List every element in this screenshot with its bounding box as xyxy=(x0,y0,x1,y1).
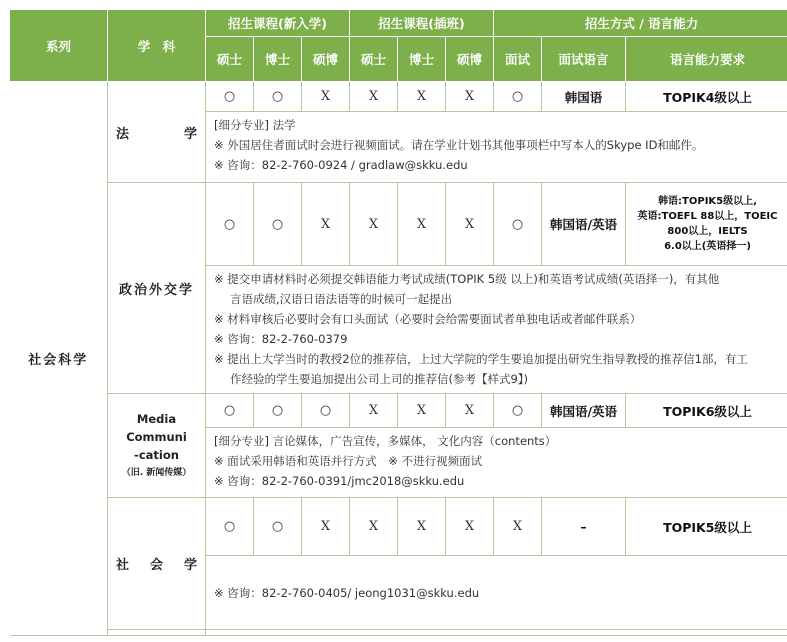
interview-lang-cell: 韩国语/英语 xyxy=(542,183,626,266)
mark-cell: X xyxy=(446,394,494,428)
mark-cell: ○ xyxy=(494,183,542,266)
header-master: 硕士 xyxy=(206,37,254,82)
mark-cell: X xyxy=(446,82,494,112)
notes-cell: ※ 咨询：82-2-760-0405/ jeong1031@skku.edu xyxy=(206,556,787,630)
mark-cell: ○ xyxy=(494,394,542,428)
table-row xyxy=(10,82,787,112)
table-row-continuation xyxy=(10,630,787,636)
notes-cell: [细分专业] 言论媒体，广告宣传，多媒体， 文化内容（contents） ※ 面试采用韩语和英语并行方式 ※ 不进行视频面试 ※ 咨询：82-2-760-0391/jmc2018@skku.edu xyxy=(206,428,787,498)
mark-cell: ○ xyxy=(254,82,302,112)
header-interview-lang: 面试语言 xyxy=(542,37,626,82)
mark-cell: ○ xyxy=(206,183,254,266)
mark-cell: ○ xyxy=(494,82,542,112)
lang-req-cell: TOPIK4级以上 xyxy=(626,82,787,112)
mark-cell: ○ xyxy=(206,394,254,428)
header-group-new: 招生课程(新入学) xyxy=(206,10,350,37)
lang-req-cell: 韩语:TOPIK5级以上, 英语:TOEFL 88以上，TOEIC 800以上，IELTS 6.0以上(英语择一) xyxy=(626,183,787,266)
major-law: 法 学 xyxy=(108,82,206,183)
header-dept: 系列 xyxy=(10,10,108,82)
mark-cell: X xyxy=(398,183,446,266)
interview-lang-cell: 韩国语/英语 xyxy=(542,394,626,428)
lang-req-cell: TOPIK5级以上 xyxy=(626,498,787,556)
major-media: Media Communi -cation （旧. 新闻传媒） xyxy=(108,394,206,498)
mark-cell: ○ xyxy=(206,82,254,112)
mark-cell: X xyxy=(398,394,446,428)
header-group-transfer: 招生课程(插班) xyxy=(350,10,494,37)
mark-cell: X xyxy=(446,183,494,266)
notes-cell: ※ 提交申请材料时必须提交韩语能力考试成绩(TOPIK 5级 以上)和英语考试成绩(英语择一)，有其他 言语成绩,汉语日语法语等的时候可一起提出 ※ 材料审核后必要时会有口头面试（必要时会给需要面试者单独电话或者邮件联系） ※ 咨询：82-2-760-0379 ※ 提出上大学当时的教授2位的推荐信，上过大学院的学生要追加提出研究生指导教授的推荐信1部，有工 作经验的学生要追加提出公司上司的推荐信(参考【样式9】) xyxy=(206,266,787,394)
mark-cell: X xyxy=(350,498,398,556)
mark-cell: X xyxy=(350,82,398,112)
table-row xyxy=(10,183,787,266)
mark-cell: ○ xyxy=(254,394,302,428)
mark-cell: X xyxy=(446,498,494,556)
header-row-1 xyxy=(10,10,787,37)
header-doctor-transfer: 博士 xyxy=(398,37,446,82)
header-group-method: 招生方式 / 语言能力 xyxy=(494,10,787,37)
header-combined-transfer: 硕博 xyxy=(446,37,494,82)
header-lang-req: 语言能力要求 xyxy=(626,37,787,82)
interview-lang-cell: – xyxy=(542,498,626,556)
major-politics: 政治外交学 xyxy=(108,183,206,394)
lang-req-cell: TOPIK6级以上 xyxy=(626,394,787,428)
mark-cell: X xyxy=(302,498,350,556)
mark-cell: ○ xyxy=(302,394,350,428)
header-doctor: 博士 xyxy=(254,37,302,82)
admission-table xyxy=(9,9,787,636)
department-cell: 社会科学 xyxy=(10,82,108,636)
header-master-transfer: 硕士 xyxy=(350,37,398,82)
mark-cell: ○ xyxy=(206,498,254,556)
mark-cell: X xyxy=(350,183,398,266)
mark-cell: X xyxy=(398,498,446,556)
table-row xyxy=(10,498,787,556)
mark-cell: X xyxy=(302,82,350,112)
header-interview: 面试 xyxy=(494,37,542,82)
mark-cell: X xyxy=(398,82,446,112)
mark-cell: X xyxy=(302,183,350,266)
major-sociology: 社 会 学 xyxy=(108,498,206,630)
mark-cell: ○ xyxy=(254,183,302,266)
header-subject: 学 科 xyxy=(108,10,206,82)
mark-cell: ○ xyxy=(254,498,302,556)
table-row xyxy=(10,394,787,428)
interview-lang-cell: 韩国语 xyxy=(542,82,626,112)
mark-cell: X xyxy=(494,498,542,556)
header-combined: 硕博 xyxy=(302,37,350,82)
notes-cell: [细分专业] 法学 ※ 外国居住者面试时会进行视频面试。请在学业计划书其他事项栏中写本人的Skype ID和邮件。 ※ 咨询：82-2-760-0924 / gradlaw@skku.edu xyxy=(206,112,787,183)
mark-cell: X xyxy=(350,394,398,428)
